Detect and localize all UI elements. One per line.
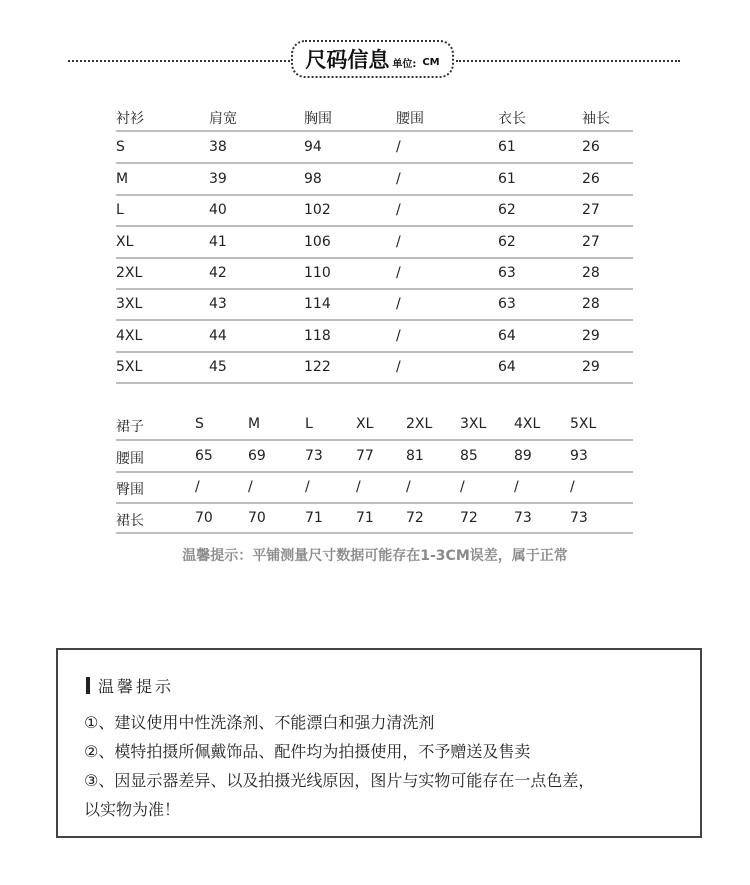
table-cell: 110	[304, 265, 331, 281]
table-cell: 118	[304, 328, 331, 344]
table-cell: /	[396, 139, 401, 155]
table-cell: /	[406, 479, 411, 495]
table-cell: /	[396, 296, 401, 312]
table-cell: 42	[209, 265, 227, 281]
table-cell: 40	[209, 202, 227, 218]
table-cell: 122	[304, 359, 331, 375]
table-cell: 102	[304, 202, 331, 218]
table-cell: /	[396, 328, 401, 344]
table-cell: 98	[304, 171, 322, 187]
table-cell: 43	[209, 296, 227, 312]
table-cell: 臀围	[116, 482, 144, 498]
table-cell: 70	[248, 510, 266, 526]
table-header-cell: 5XL	[570, 416, 597, 432]
table-cell: /	[460, 479, 465, 495]
table-cell: 裙长	[116, 513, 144, 529]
table-cell: /	[396, 265, 401, 281]
table-cell: 73	[305, 448, 323, 464]
table-cell: 38	[209, 139, 227, 155]
table-header-cell: XL	[356, 416, 374, 432]
table-row-divider	[116, 194, 633, 196]
table-header-cell: L	[305, 416, 313, 432]
table-header-cell: 胸围	[304, 111, 332, 127]
table-row-divider	[116, 130, 633, 132]
table-cell: 93	[570, 448, 588, 464]
table-cell: 114	[304, 296, 331, 312]
table-cell: 62	[498, 202, 516, 218]
table-cell: 5XL	[116, 359, 143, 375]
table-cell: 26	[582, 171, 600, 187]
table-header-cell: 袖长	[582, 111, 610, 127]
table-cell: 65	[195, 448, 213, 464]
table-cell: 3XL	[116, 296, 143, 312]
notice-box	[56, 648, 702, 838]
table-cell: 64	[498, 359, 516, 375]
table-row-divider	[116, 257, 633, 259]
table-cell: /	[356, 479, 361, 495]
table-cell: 63	[498, 296, 516, 312]
table-cell: 28	[582, 265, 600, 281]
table-cell: 72	[406, 510, 424, 526]
notice-line-4: 以实物为准！	[84, 800, 181, 819]
table-cell: 63	[498, 265, 516, 281]
table-cell: 腰围	[116, 451, 144, 467]
table-row-divider	[116, 288, 633, 290]
table-row-divider	[116, 439, 633, 441]
unit-label: 单位:	[392, 58, 417, 70]
table-cell: 106	[304, 234, 331, 250]
table-row-divider	[116, 319, 633, 321]
table-header-cell: 4XL	[514, 416, 541, 432]
table-cell: 4XL	[116, 328, 143, 344]
table-cell: S	[116, 139, 125, 155]
table-row-divider	[116, 162, 633, 164]
unit-cm: CM	[422, 56, 440, 68]
table-cell: 44	[209, 328, 227, 344]
table-row-divider	[116, 382, 633, 384]
table-header-cell: 衬衫	[116, 111, 144, 127]
table-cell: 27	[582, 202, 600, 218]
table-cell: 89	[514, 448, 532, 464]
table-row-divider	[116, 532, 633, 534]
notice-line-1: ①、建议使用中性洗涤剂、不能漂白和强力清洗剂	[84, 713, 435, 732]
table-cell: 2XL	[116, 265, 143, 281]
table-cell: 85	[460, 448, 478, 464]
table-header-cell: 衣长	[498, 111, 526, 127]
table-cell: 73	[570, 510, 588, 526]
notice-heading: 温馨提示	[98, 677, 175, 696]
table-header-cell: 肩宽	[209, 111, 237, 127]
table-cell: 45	[209, 359, 227, 375]
size-info-title-box	[291, 40, 454, 78]
notice-line-2: ②、模特拍摄所佩戴饰品、配件均为拍摄使用，不予赠送及售卖	[84, 742, 531, 761]
table-cell: 72	[460, 510, 478, 526]
table-cell: /	[396, 171, 401, 187]
table-row-divider	[116, 471, 633, 473]
table-header-cell: 2XL	[406, 416, 433, 432]
table-header-cell: 裙子	[116, 419, 144, 435]
notice-line-3: ③、因显示器差异、以及拍摄光线原因，图片与实物可能存在一点色差，	[84, 771, 595, 790]
notice-title	[86, 674, 174, 697]
table-row-divider	[116, 351, 633, 353]
table-header-cell: 腰围	[396, 111, 424, 127]
table-cell: L	[116, 202, 124, 218]
table-row-divider	[116, 225, 633, 227]
table-cell: /	[305, 479, 310, 495]
measurement-tip: 温馨提示：平铺测量尺寸数据可能存在1-3CM误差，属于正常	[182, 548, 568, 564]
table-cell: /	[396, 202, 401, 218]
table-cell: /	[570, 479, 575, 495]
table-cell: 71	[356, 510, 374, 526]
size-info-title: 尺码信息	[305, 48, 390, 72]
size-info-title-row	[0, 40, 750, 80]
table-header-cell: M	[248, 416, 261, 432]
table-cell: 94	[304, 139, 322, 155]
table-cell: 29	[582, 328, 600, 344]
table-cell: 71	[305, 510, 323, 526]
table-cell: 26	[582, 139, 600, 155]
title-dotted-line-left	[68, 60, 290, 62]
table-cell: XL	[116, 234, 134, 250]
table-cell: 29	[582, 359, 600, 375]
table-cell: 64	[498, 328, 516, 344]
table-header-cell: S	[195, 416, 204, 432]
table-cell: /	[195, 479, 200, 495]
table-cell: 61	[498, 171, 516, 187]
table-row-divider	[116, 502, 633, 504]
notice-lines	[84, 708, 694, 824]
table-cell: 62	[498, 234, 516, 250]
table-cell: 28	[582, 296, 600, 312]
table-cell: 70	[195, 510, 213, 526]
table-cell: /	[248, 479, 253, 495]
table-cell: 61	[498, 139, 516, 155]
table-cell: M	[116, 171, 129, 187]
table-cell: 73	[514, 510, 532, 526]
table-cell: /	[396, 359, 401, 375]
table-cell: 41	[209, 234, 227, 250]
table-cell: 27	[582, 234, 600, 250]
table-cell: /	[396, 234, 401, 250]
table-cell: 39	[209, 171, 227, 187]
table-cell: /	[514, 479, 519, 495]
title-dotted-line-right	[456, 60, 680, 62]
table-cell: 69	[248, 448, 266, 464]
table-header-cell: 3XL	[460, 416, 487, 432]
table-cell: 81	[406, 448, 424, 464]
table-cell: 77	[356, 448, 374, 464]
notice-title-bar	[86, 677, 90, 694]
